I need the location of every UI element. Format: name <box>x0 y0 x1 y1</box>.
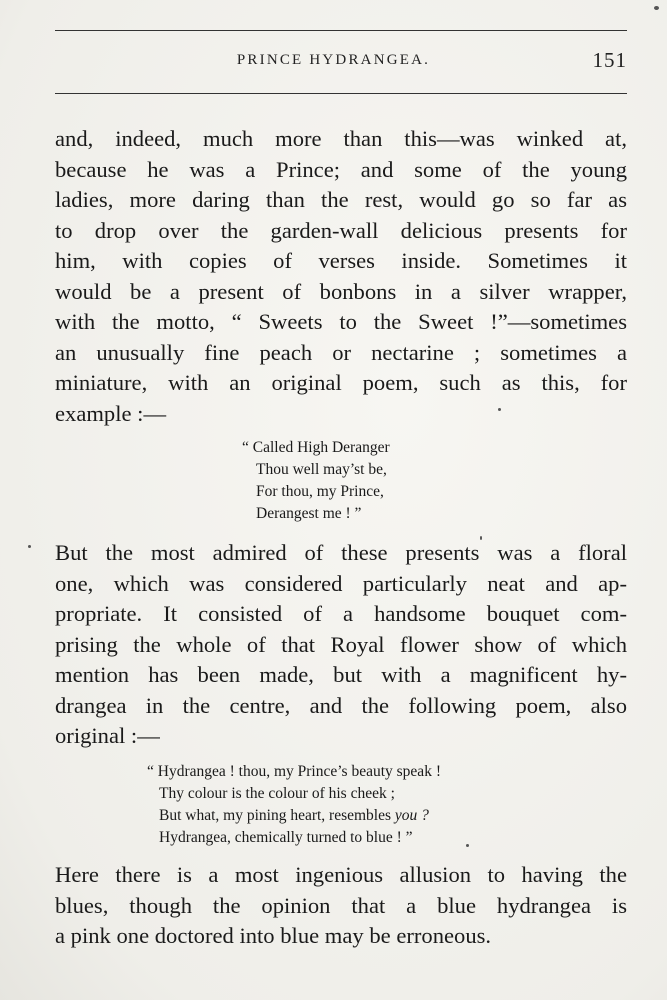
poem-called-high-deranger <box>242 437 390 525</box>
poem-line: “ Called High Deranger <box>242 439 390 456</box>
poem-line-text: But what, my pining heart, resembles <box>159 807 395 824</box>
text-line: prising the whole of that Royal flower show of which <box>55 631 627 657</box>
text-line: because he was a Prince; and some of the young <box>55 156 627 182</box>
running-title: PRINCE HYDRANGEA. <box>236 52 431 68</box>
text-line: propriate. It consisted of a handsome bouquet com- <box>55 601 627 626</box>
poem-line <box>147 805 441 827</box>
header-rule-bottom <box>55 93 627 94</box>
poem-line: Thou well may’st be, <box>256 461 387 478</box>
text-line: Here there is a most ingenious allusion to having the <box>55 862 627 887</box>
text-line: drangea in the centre, and the following poem, also <box>55 692 627 718</box>
text-line: a pink one doctored into blue may be erroneous. <box>55 923 492 948</box>
poem-line: Hydrangea, chemically turned to blue ! ” <box>159 829 413 846</box>
print-speck <box>480 536 482 540</box>
text-line: blues, though the opinion that a blue hydrangea is <box>55 892 627 918</box>
print-speck <box>28 545 31 548</box>
poem-line-italic: you ? <box>394 807 429 824</box>
text-line: mention has been made, but with a magnificent hy- <box>55 662 627 687</box>
print-speck <box>654 6 659 10</box>
text-line: him, with copies of verses inside. Sometimes it <box>55 248 627 273</box>
page-number: 151 <box>592 48 627 72</box>
poem-line: Thy colour is the colour of his cheek ; <box>159 785 395 802</box>
text-line: to drop over the garden-wall delicious presents for <box>55 217 627 243</box>
text-line: example :— <box>55 400 167 426</box>
print-speck <box>466 844 469 847</box>
poem-line: For thou, my Prince, <box>256 483 384 500</box>
text-line: ladies, more daring than the rest, would go so far as <box>55 187 627 212</box>
header-rule-top <box>55 30 627 31</box>
text-line: But the most admired of these presents was a floral <box>55 540 627 565</box>
text-line: miniature, with an original poem, such as this, for <box>55 370 627 395</box>
poem-line: “ Hydrangea ! thou, my Prince’s beauty speak ! <box>147 763 441 780</box>
paragraph-1 <box>55 124 627 429</box>
poem-hydrangea <box>147 761 441 849</box>
print-speck <box>498 408 501 411</box>
text-line: an unusually fine peach or nectarine ; sometimes a <box>55 339 627 365</box>
text-line: would be a present of bonbons in a silver wrapper, <box>55 278 627 304</box>
paragraph-2 <box>55 538 627 752</box>
text-line: with the motto, “ Sweets to the Sweet !”—sometimes <box>55 309 627 334</box>
text-line: one, which was considered particularly neat and ap- <box>55 570 627 596</box>
text-line: and, indeed, much more than this—was winked at, <box>55 126 627 151</box>
text-line: original :— <box>55 723 160 748</box>
poem-line: Derangest me ! ” <box>256 505 362 522</box>
paragraph-3 <box>55 860 627 952</box>
